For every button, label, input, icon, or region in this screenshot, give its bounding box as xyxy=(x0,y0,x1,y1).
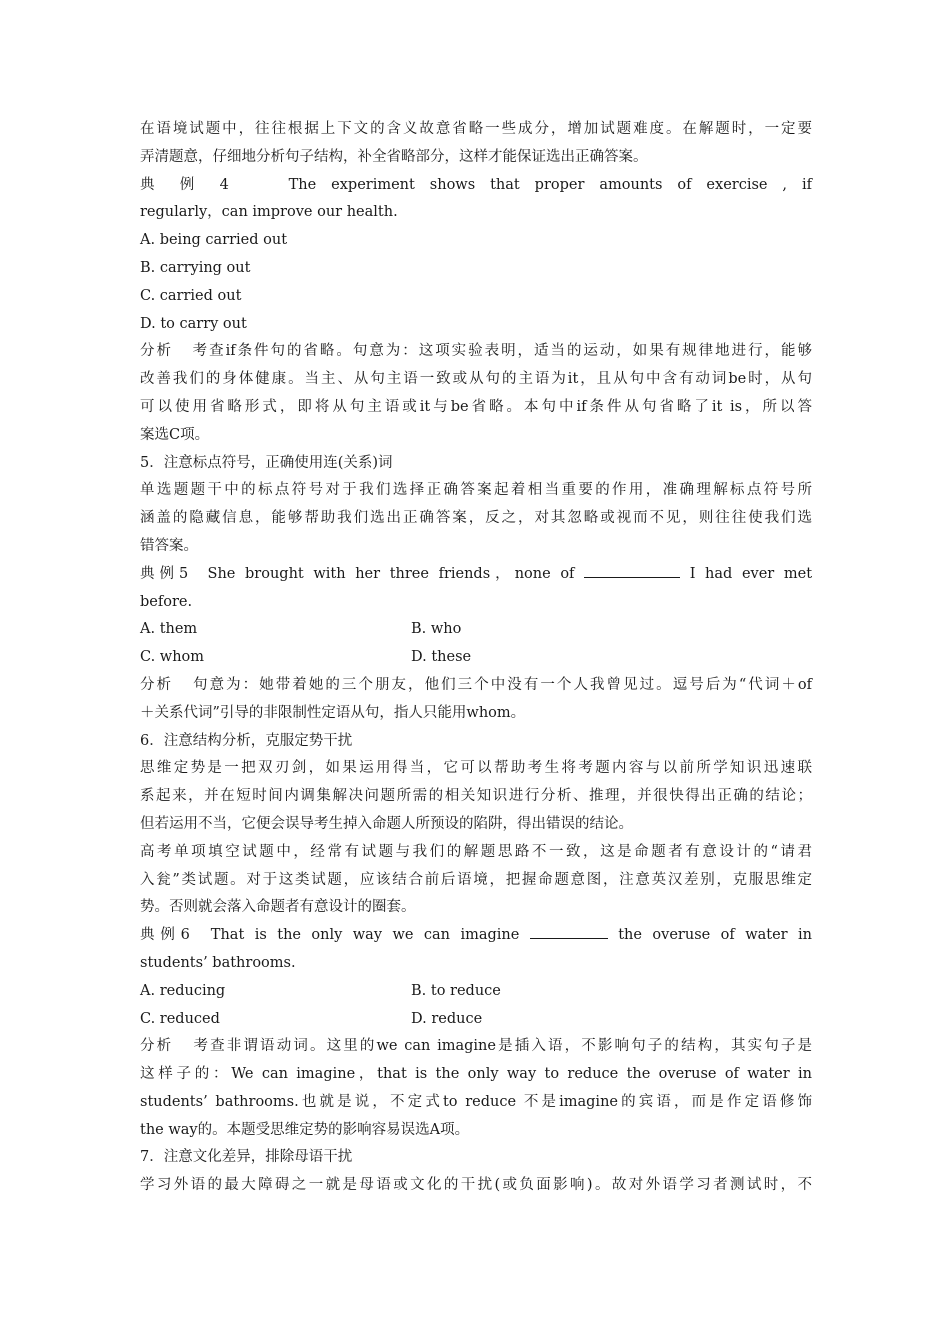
section5-heading: 5．注意标点符号，正确使用连(关系)词 xyxy=(140,454,393,471)
example6-label: 典例6 xyxy=(140,927,190,944)
example6-analysis-line-3: students’ bathrooms.也就是说，不定式to reduce 不是imagine的宾语，而是作定语修饰 xyxy=(140,1093,812,1110)
document-page xyxy=(140,116,812,1200)
example4-analysis-line-2: 改善我们的身体健康。当主、从句主语一致或从句的主语为it，且从句中含有动词be时，从句 xyxy=(140,371,812,388)
section7-body-line-1: 学习外语的最大障碍之一就是母语或文化的干扰(或负面影响)。故对外语学习者测试时，不 xyxy=(140,1177,812,1194)
example4-analysis-text-1: 考查if条件句的省略。句意为：这项实验表明，适当的运动，如果有规律地进行，能够 xyxy=(192,343,812,360)
example5-option-b: B. who xyxy=(411,621,462,638)
example5-answer-blank xyxy=(584,563,680,578)
section6-heading: 6．注意结构分析，克服定势干扰 xyxy=(140,732,353,749)
example4-label: 典 例 4 xyxy=(140,176,229,193)
example6-question-line-2: students’ bathrooms. xyxy=(140,954,296,971)
example4-option-a: A. being carried out xyxy=(140,232,288,249)
section6-para1-line-2: 系起来，并在短时间内调集解决问题所需的相关知识进行分析、推理，并很快得出正确的结论； xyxy=(140,788,812,805)
example4-analysis-line-1 xyxy=(140,338,812,366)
example6-question-line-1 xyxy=(140,922,812,950)
section6-para1-line-3: 但若运用不当，它便会误导考生掉入命题人所预设的陷阱，得出错误的结论。 xyxy=(140,815,633,832)
example4-analysis-label: 分析 xyxy=(140,343,173,360)
example5-option-c: C. whom xyxy=(140,649,205,666)
example6-options-row-2 xyxy=(140,1006,812,1034)
example6-analysis-line-4: the way的。本题受思维定势的影响容易误选A项。 xyxy=(140,1121,470,1138)
example6-question-after: the overuse of water in xyxy=(618,927,813,944)
example5-question-before: She brought with her three friends，none of xyxy=(207,565,575,582)
example5-analysis-line-1 xyxy=(140,672,812,700)
section5-body-line-1: 单选题题干中的标点符号对于我们选择正确答案起着相当重要的作用，准确理解标点符号所 xyxy=(140,482,812,499)
example6-analysis-label: 分析 xyxy=(140,1038,174,1055)
example6-option-b: B. to reduce xyxy=(411,982,501,999)
example6-option-d: D. reduce xyxy=(411,1010,483,1027)
example5-analysis-text-1: 句意为：她带着她的三个朋友，他们三个中没有一个人我曾见过。逗号后为“代词＋of xyxy=(193,676,813,693)
section7-heading: 7．注意文化差异，排除母语干扰 xyxy=(140,1149,353,1166)
example5-label: 典例5 xyxy=(140,565,189,582)
section6-para2-line-3: 势。否则就会落入命题者有意设计的圈套。 xyxy=(140,899,416,916)
example5-analysis-line-2: ＋关系代词”引导的非限制性定语从句，指人只能用whom。 xyxy=(140,704,526,721)
example5-question-line-1 xyxy=(140,561,812,589)
example4-question-line-2: regularly，can improve our health. xyxy=(140,204,398,221)
example6-analysis-line-2: 这样子的：We can imagine，that is the only way to reduce the overuse of water in xyxy=(140,1066,812,1083)
example4-option-c: C. carried out xyxy=(140,287,242,304)
example6-option-a: A. reducing xyxy=(140,982,226,999)
section6-para2-line-2: 入瓮”类试题。对于这类试题，应该结合前后语境，把握命题意图，注意英汉差别，克服思维定 xyxy=(140,871,812,888)
example5-question-after: I had ever met xyxy=(689,565,813,582)
section5-body-line-3: 错答案。 xyxy=(140,537,198,554)
section6-para2-line-1: 高考单项填空试题中，经常有试题与我们的解题思路不一致，这是命题者有意设计的“请君 xyxy=(140,843,812,860)
example4-option-b: B. carrying out xyxy=(140,259,251,276)
example5-question-line-2: before. xyxy=(140,593,193,610)
example5-option-a: A. them xyxy=(140,621,198,638)
example6-analysis-line-1 xyxy=(140,1033,812,1061)
example5-analysis-label: 分析 xyxy=(140,676,174,693)
example4-option-d: D. to carry out xyxy=(140,315,247,332)
example4-question-line-1 xyxy=(140,172,812,200)
example5-options-row-1 xyxy=(140,616,812,644)
example6-question-before: That is the only way we can imagine xyxy=(210,927,520,944)
example6-answer-blank xyxy=(530,924,608,939)
example4-analysis-line-4: 案选C项。 xyxy=(140,426,210,443)
example6-options-row-1 xyxy=(140,978,812,1006)
section6-para1-line-1: 思维定势是一把双刃剑，如果运用得当，它可以帮助考生将考题内容与以前所学知识迅速联 xyxy=(140,760,812,777)
example6-analysis-text-1: 考查非谓语动词。这里的we can imagine是插入语，不影响句子的结构，其实句子是 xyxy=(193,1038,813,1055)
intro-line-2: 弄清题意，仔细地分析句子结构，补全省略部分，这样才能保证选出正确答案。 xyxy=(140,148,648,165)
example4-question-text: The experiment shows that proper amounts of exercise , if xyxy=(288,176,812,193)
example6-option-c: C. reduced xyxy=(140,1010,220,1027)
example5-options-row-2 xyxy=(140,644,812,672)
intro-line-1: 在语境试题中，往往根据上下文的含义故意省略一些成分，增加试题难度。在解题时，一定要 xyxy=(140,121,812,137)
section5-body-line-2: 涵盖的隐藏信息，能够帮助我们选出正确答案，反之，对其忽略或视而不见，则往往使我们选 xyxy=(140,510,812,527)
example4-analysis-line-3: 可以使用省略形式，即将从句主语或it与be省略。本句中if条件从句省略了it is，所以答 xyxy=(140,398,812,415)
example5-option-d: D. these xyxy=(411,649,472,666)
